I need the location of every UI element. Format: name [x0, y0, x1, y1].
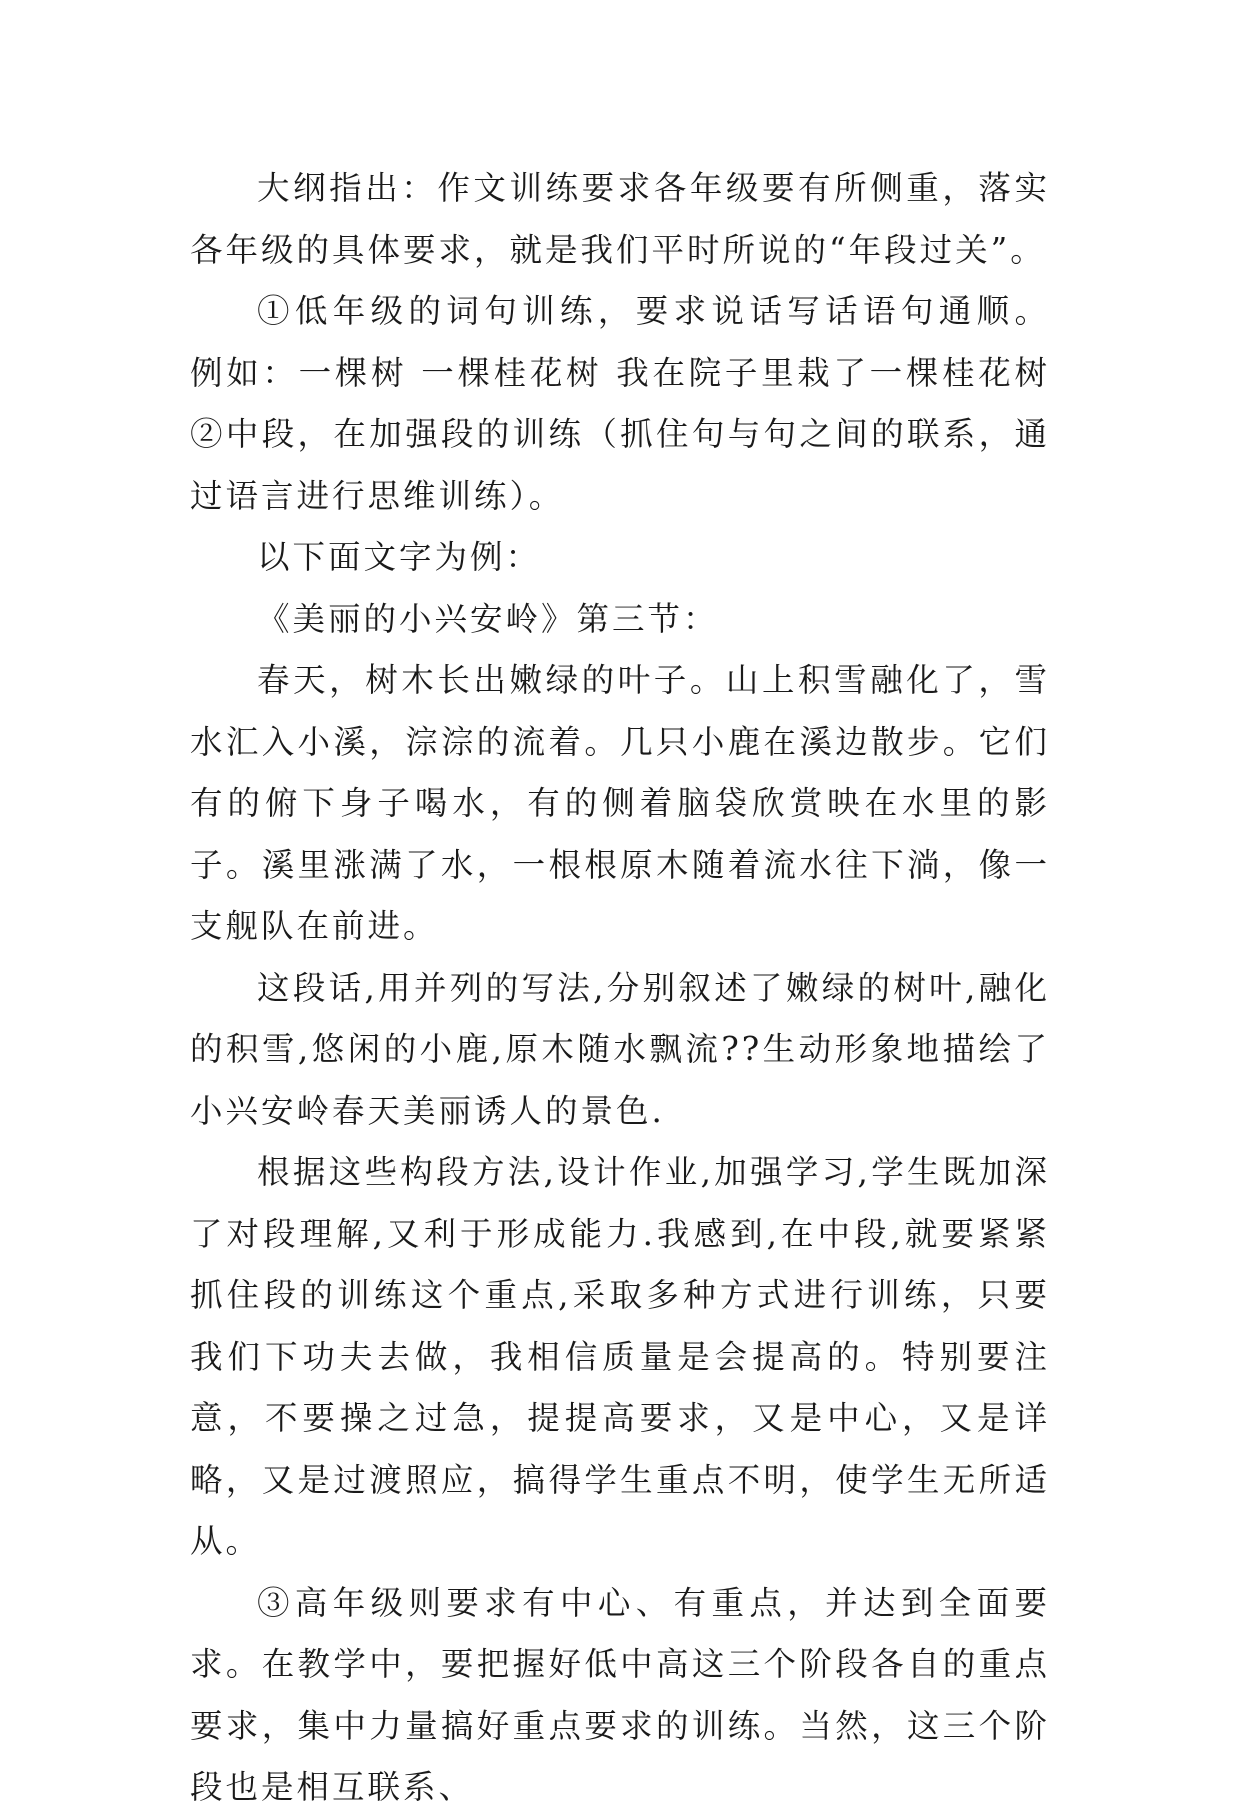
paragraph-outline: 大纲指出：作文训练要求各年级要有所侧重，落实各年级的具体要求，就是我们平时所说的“年段过关”。	[190, 169, 1050, 269]
paragraph-upper-grade: ③高年级则要求有中心、有重点，并达到全面要求。在教学中，要把握好低中高这三个阶段各自的重点要求，集中力量搞好重点要求的训练。当然，这三个阶段也是相互联系、	[190, 1583, 1050, 1806]
document-body	[190, 158, 1050, 1819]
paragraph-methods: 根据这些构段方法,设计作业,加强学习,学生既加深了对段理解,又利于形成能力.我感到,在中段,就要紧紧抓住段的训练这个重点,采取多种方式进行训练，只要我们下功夫去做，我相信质量是会提高的。特别要注意，不要操之过急，提提高要求，又是中心，又是详略，又是过渡照应，搞得学生重点不明，使学生无所适从。	[190, 1153, 1050, 1560]
paragraph-spring-passage: 春天，树木长出嫩绿的叶子。山上积雪融化了，雪水汇入小溪，淙淙的流着。几只小鹿在溪边散步。它们有的俯下身子喝水，有的侧着脑袋欣赏映在水里的影子。溪里涨满了水，一根根原木随着流水往下淌，像一支舰队在前进。	[190, 661, 1050, 945]
paragraph-lower-grade: ①低年级的词句训练，要求说话写话语句通顺。 例如：一棵树 一棵桂花树 我在院子里栽了一棵桂花树 ②中段，在加强段的训练（抓住句与句之间的联系，通过语言进行思维训练）。	[190, 292, 1050, 515]
paragraph-example-intro: 以下面文字为例：	[257, 538, 542, 576]
paragraph-analysis: 这段话,用并列的写法,分别叙述了嫩绿的树叶,融化的积雪,悠闲的小鹿,原木随水飘流??生动形象地描绘了小兴安岭春天美丽诱人的景色.	[190, 968, 1050, 1130]
paragraph-source-title: 《美丽的小兴安岭》第三节：	[257, 599, 719, 638]
